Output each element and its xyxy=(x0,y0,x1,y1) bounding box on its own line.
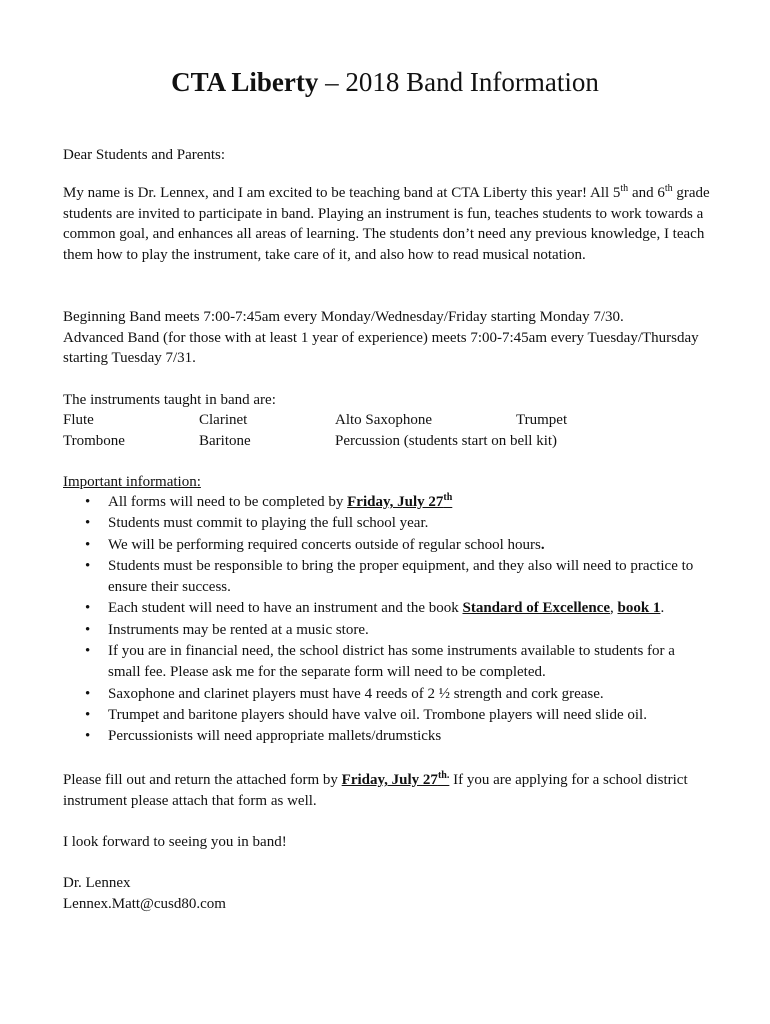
bullet-text: Trumpet and baritone players should have valve oil. Trombone players will need slide oil. xyxy=(108,706,647,723)
title-school: CTA Liberty xyxy=(171,67,319,97)
bullet-text: Students must commit to playing the full school year. xyxy=(108,515,429,532)
salutation: Dear Students and Parents: xyxy=(63,147,226,163)
intro-part-a: My name is Dr. Lennex, and I am excited to be teaching band at CTA Liberty this year! All 5 xyxy=(63,185,621,201)
bullet-icon: • xyxy=(85,643,91,660)
instrument-item: Percussion (students start on bell kit) xyxy=(335,432,558,449)
intro-sup-1: th xyxy=(620,183,629,194)
return-due-date xyxy=(342,772,450,788)
bullet-icon: • xyxy=(85,728,91,745)
list-item xyxy=(63,726,708,747)
important-heading: Important information: xyxy=(63,474,201,490)
instrument-item: Alto Saxophone xyxy=(335,412,433,428)
instrument-row xyxy=(63,410,663,431)
bullet-icon: • xyxy=(85,536,91,553)
bullet-icon: • xyxy=(85,706,91,723)
due-date-text: Friday, July 27 xyxy=(347,494,444,510)
instrument-row xyxy=(63,431,663,452)
due-date-sup: th xyxy=(443,492,453,503)
bullet-end: . xyxy=(660,600,665,617)
intro-part-b: and 6 xyxy=(628,185,665,201)
instrument-list xyxy=(63,410,663,451)
bullet-text: Instruments may be rented at a music store. xyxy=(108,621,369,638)
bullet-text: Students must be responsible to bring the proper equipment, and they also will need to practice to ensure their success. xyxy=(108,557,694,596)
intro-paragraph xyxy=(63,183,713,266)
list-item xyxy=(63,598,708,619)
schedule-paragraph xyxy=(63,307,713,369)
page-title xyxy=(0,64,770,100)
closing-rest: If you are applying for a school district instrument please attach that form as well. xyxy=(63,772,688,809)
return-date-sup: th. xyxy=(437,770,450,781)
return-date-text: Friday, July 27 xyxy=(341,772,438,788)
bullet-icon: • xyxy=(85,685,91,702)
instrument-item: Trumpet xyxy=(516,412,568,428)
signature-email: Lennex.Matt@cusd80.com xyxy=(63,895,226,912)
bullet-text: We will be performing required concerts outside of regular school hours xyxy=(108,536,541,553)
bullet-text: Each student will need to have an instrument and the book xyxy=(108,600,463,617)
closing-paragraph xyxy=(63,770,713,811)
bullet-icon: • xyxy=(85,494,91,510)
intro-part-c: grade students are invited to participate in band. Playing an instrument is fun, teaches students to work towards a common goal, and enhances all areas of learning. The students don’t need any previous knowledge, I teach them how to play the instrument, take care of it, and also how to read musical notation. xyxy=(63,185,710,264)
title-rest: – 2018 Band Information xyxy=(318,67,599,97)
instrument-item: Baritone xyxy=(199,432,251,449)
bullet-text: Percussionists will need appropriate mallets/drumsticks xyxy=(108,728,442,745)
list-item xyxy=(63,705,708,726)
signature-name: Dr. Lennex xyxy=(63,875,131,891)
list-item xyxy=(63,684,708,705)
look-forward-line: I look forward to seeing you in band! xyxy=(63,834,287,850)
list-item xyxy=(63,492,708,513)
forms-due-date xyxy=(347,494,452,510)
closing-text: Please fill out and return the attached form by xyxy=(63,772,342,788)
important-list xyxy=(63,492,708,748)
instrument-item: Flute xyxy=(63,412,94,428)
bullet-icon: • xyxy=(85,557,91,574)
list-item xyxy=(63,513,708,534)
advanced-band-schedule: Advanced Band (for those with at least 1 year of experience) meets 7:00-7:45am every Tuesday/Thursday starting Tuesday 7/31. xyxy=(63,329,699,367)
list-item xyxy=(63,535,708,556)
bullet-text: All forms will need to be completed by xyxy=(108,494,348,510)
book-volume: book 1 xyxy=(617,600,661,617)
instrument-item: Clarinet xyxy=(199,412,248,428)
signature-block xyxy=(63,873,713,914)
bullet-icon: • xyxy=(85,600,91,617)
bullet-text: Saxophone and clarinet players must have 4 reeds of 2 ½ strength and cork grease. xyxy=(108,685,604,702)
bullet-icon: • xyxy=(85,621,91,638)
bullet-sep: , xyxy=(610,600,618,617)
list-item xyxy=(63,641,708,684)
intro-sup-2: th xyxy=(664,183,673,194)
list-item xyxy=(63,620,708,641)
beginning-band-schedule: Beginning Band meets 7:00-7:45am every Monday/Wednesday/Friday starting Monday 7/30. xyxy=(63,309,624,325)
list-item xyxy=(63,556,708,599)
instruments-heading: The instruments taught in band are: xyxy=(63,392,276,408)
bullet-icon: • xyxy=(85,515,91,532)
bullet-text: If you are in financial need, the school district has some instruments available to students for a small fee. Please ask me for the separate form will need to be completed. xyxy=(108,643,675,681)
book-title: Standard of Excellence xyxy=(462,600,610,617)
instrument-item: Trombone xyxy=(63,432,125,449)
bullet-end: . xyxy=(540,536,545,553)
